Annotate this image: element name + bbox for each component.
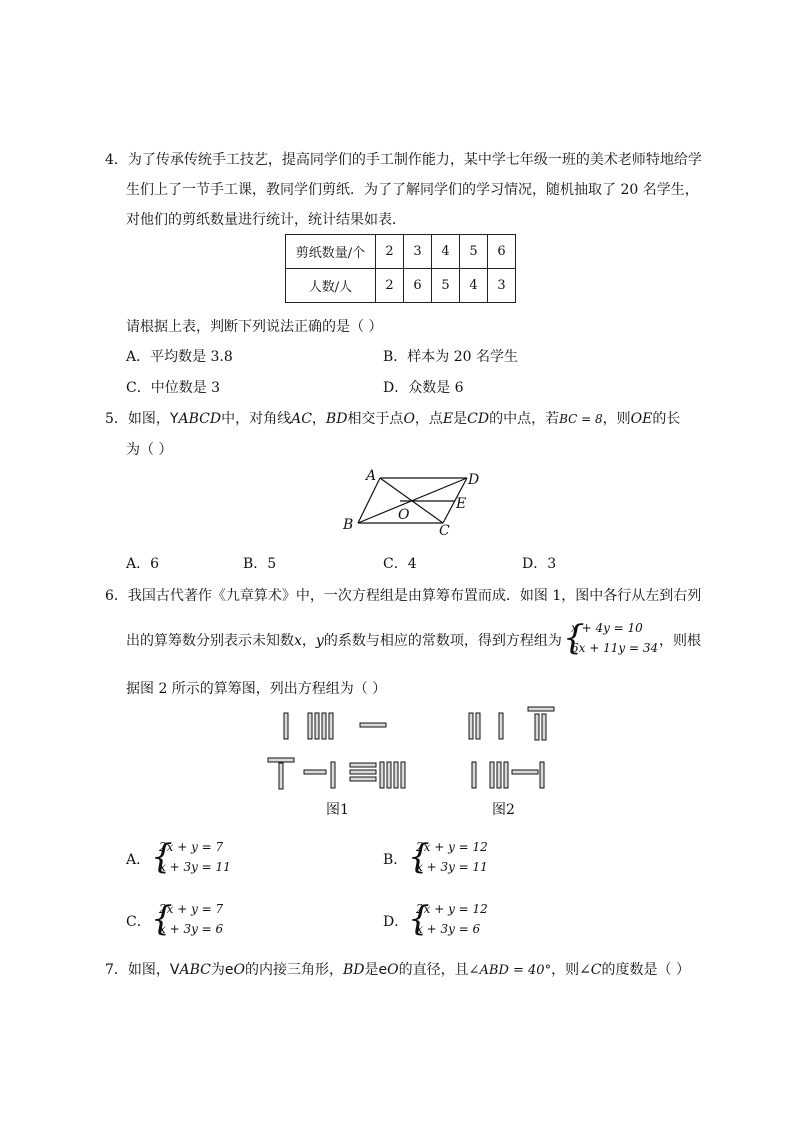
counting-rods-figure-1: [268, 705, 413, 790]
q6-option-a-system: { 2x + y = 7 x + 3y = 11: [151, 837, 231, 877]
table-cell: 3: [404, 235, 432, 269]
q5-option-b: B．5: [243, 556, 277, 572]
q6-option-b-label: B．: [383, 852, 408, 868]
q6-option-b-system: { 2x + y = 12 x + 3y = 11: [408, 837, 488, 877]
point-e-label: E: [456, 496, 467, 512]
q6-option-d-system: { 2x + y = 12 x + 3y = 6: [408, 899, 488, 939]
counting-rods-figure-2: [466, 705, 561, 790]
brace-icon: {: [563, 618, 585, 658]
q4-line2: 生们上了一节手工课，教同学们剪纸．为了了解同学们的学习情况，随机抽取了 20 名学生，: [126, 182, 699, 198]
table-cell: 2: [376, 235, 404, 269]
table-row: [286, 235, 516, 269]
vertex-d-label: D: [468, 472, 480, 488]
q4-prompt: 请根据上表，判断下列说法正确的是（ ）: [126, 319, 383, 335]
q4-option-d: D．众数是 6: [383, 380, 464, 396]
q6-line2-end: ，则根: [659, 633, 701, 649]
side-ab: [358, 478, 380, 523]
table-header-people: 人数/人: [286, 269, 376, 303]
table-cell: 5: [432, 269, 460, 303]
q6-option-c-label: C．: [126, 914, 151, 930]
brace-icon: {: [151, 899, 173, 939]
q5-line1: 5．如图，YABCD中，对角线AC，BD相交于点O，点E是CD的中点，若BC = 8，则OE的长: [105, 411, 681, 427]
q6-option-a-label: A．: [126, 852, 151, 868]
q6-option-c-system: { 2x + y = 7 x + 3y = 6: [151, 899, 224, 939]
brace-icon: {: [151, 837, 173, 877]
table-row: [286, 269, 516, 303]
table-cell: 2: [376, 269, 404, 303]
q6-line3: 据图 2 所示的算筹图，列出方程组为（ ）: [126, 681, 387, 697]
q4-line3: 对他们的剪纸数量进行统计，统计结果如表．: [126, 212, 406, 228]
paper-cut-table: [285, 234, 516, 303]
vertex-b-label: B: [343, 517, 354, 533]
q4-option-a: A．平均数是 3.8: [126, 349, 233, 365]
point-o-label: O: [398, 507, 410, 523]
circle-symbol: e: [224, 962, 234, 978]
q4-option-c: C．中位数是 3: [126, 380, 221, 396]
parallelogram-symbol: Y: [169, 411, 179, 427]
table-cell: 5: [460, 235, 488, 269]
table-cell: 6: [488, 235, 516, 269]
q6-option-d-label: D．: [383, 914, 409, 930]
q6-line2: 出的算筹数分别表示未知数x，y的系数与相应的常数项，得到方程组为: [126, 633, 562, 649]
triangle-symbol: V: [169, 962, 180, 978]
table-cell: 3: [488, 269, 516, 303]
q6-line1: 6．我国古代著作《九章算术》中，一次方程组是由算筹布置而成．如图 1，图中各行从左到右列: [105, 588, 702, 604]
table-cell: 4: [460, 269, 488, 303]
q7-line: 7．如图，VABC为eO的内接三角形，BD是eO的直径，且∠ABD = 40°，则∠C的度数是（ ）: [105, 962, 690, 978]
q5-option-a: A．6: [126, 556, 160, 572]
parallelogram-figure: [340, 466, 490, 539]
table-cell: 4: [432, 235, 460, 269]
given-equation-system: { x + 4y = 10 6x + 11y = 34: [563, 618, 659, 658]
circle-symbol: e: [378, 962, 388, 978]
table-cell: 6: [404, 269, 432, 303]
brace-icon: {: [408, 899, 430, 939]
q5-line2: 为（ ）: [126, 442, 173, 458]
q5-option-d: D．3: [522, 556, 557, 572]
q5-option-c: C．4: [383, 556, 417, 572]
q4-option-b: B．样本为 20 名学生: [383, 349, 519, 365]
q4-line1: 4．为了传承传统手工技艺，提高同学们的手工制作能力，某中学七年级一班的美术老师特地给学: [105, 152, 702, 168]
vertex-a-label: A: [366, 468, 377, 484]
figure-1-caption: 图1: [326, 802, 349, 818]
brace-icon: {: [408, 837, 430, 877]
figure-2-caption: 图2: [492, 802, 515, 818]
vertex-c-label: C: [439, 523, 450, 539]
table-header-count: 剪纸数量/个: [286, 235, 376, 269]
